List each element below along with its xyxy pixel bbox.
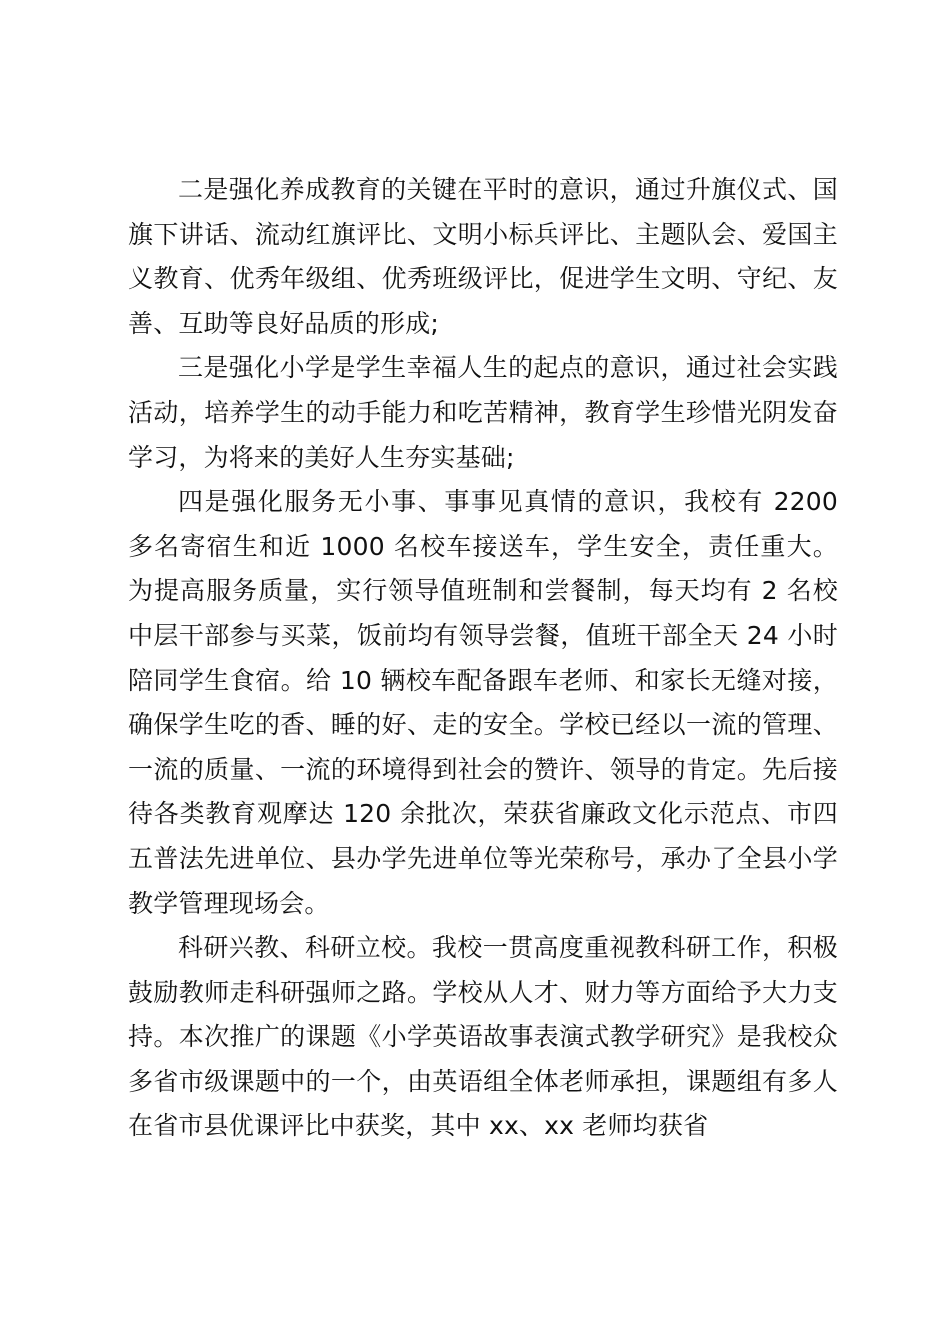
paragraph-service: 四是强化服务无小事、事事见真情的意识，我校有 2200 多名寄宿生和近 1000 名校车接送车，学生安全，责任重大。为提高服务质量，实行领导值班制和尝餐制，每天均有 2 名校中层干部参与买菜，饭前均有领导尝餐，值班干部全天 24 小时陪同学生食宿。给 10 辆校车配备跟车老师、和家长无缝对接，确保学生吃的香、睡的好、走的安全。学校已经以一流的管理、一流的质量、一流的环境得到社会的赞许、领导的肯定。先后接待各类教育观摩达 120 余批次，荣获省廉政文化示范点、市四五普法先进单位、县办学先进单位等光荣称号，承办了全县小学教学管理现场会。 <box>128 487 838 918</box>
paragraph-research: 科研兴教、科研立校。我校一贯高度重视教科研工作，积极鼓励教师走科研强师之路。学校从人才、财力等方面给予大力支持。本次推广的课题《小学英语故事表演式教学研究》是我校众多省市级课题中的一个，由英语组全体老师承担，课题组有多人在省市县优课评比中获奖，其中 xx、xx 老师均获省 <box>128 933 838 1141</box>
paragraph-habit-education: 二是强化养成教育的关键在平时的意识，通过升旗仪式、国旗下讲话、流动红旗评比、文明小标兵评比、主题队会、爱国主义教育、优秀年级组、优秀班级评比，促进学生文明、守纪、友善、互助等良好品质的形成; <box>128 175 838 338</box>
paragraph-happy-life: 三是强化小学是学生幸福人生的起点的意识，通过社会实践活动，培养学生的动手能力和吃苦精神，教育学生珍惜光阴发奋学习，为将来的美好人生夯实基础; <box>128 353 838 472</box>
document-body <box>128 168 838 1149</box>
